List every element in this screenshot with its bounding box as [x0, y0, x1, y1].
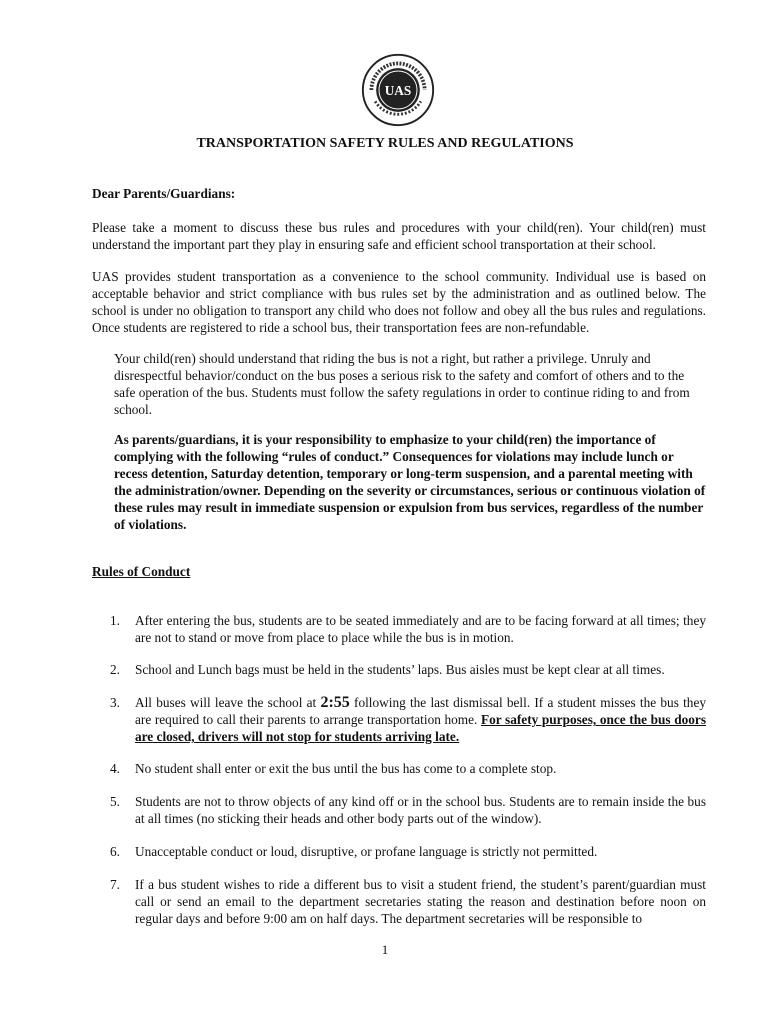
intro-paragraph: Please take a moment to discuss these bus rules and procedures with your child(ren). Your child(ren) must understand the important part they play in ensuring safe and efficient school transportation at their school. [92, 220, 706, 252]
rule-text: No student shall enter or exit the bus until the bus has come to a complete stop. [135, 761, 557, 776]
rule-text: All buses will leave the school at 2:55 following the last dismissal bell. If a student misses the bus they are required to call their parents to arrange transportation home. For safety purposes, once the bus doors are closed, drivers will not stop for students arriving late. [135, 694, 707, 744]
rule-number: 6. [110, 844, 120, 859]
rules-heading: Rules of Conduct [92, 564, 191, 579]
svg-text:UAS: UAS [384, 82, 412, 98]
privilege-paragraph: Your child(ren) should understand that riding the bus is not a right, but rather a privilege. Unruly and disrespectful behavior/conduct on the bus poses a serious risk to the safety and comfort of others and to the safe operation of the bus. Students must follow the safety regulations in order to continue riding to and from school. [114, 351, 690, 417]
rule-number: 4. [110, 761, 120, 776]
rule-number: 7. [110, 877, 120, 892]
policy-paragraph: UAS provides student transportation as a convenience to the school community. Individual use is based on acceptable behavior and strict compliance with bus rules set by the administration and as outlined below. The school is under no obligation to transport any child who does not follow and obey all the bus rules and regulations. Once students are registered to ride a school bus, their transportation fees are non-refundable. [92, 269, 706, 335]
rule-number: 3. [110, 695, 120, 710]
rule-text: If a bus student wishes to ride a different bus to visit a student friend, the student’s parent/guardian must call or send an email to the department secretaries stating the reason and destination before noon on regular days and before 9:00 am on half days. The department secretaries will be responsible to [135, 877, 706, 926]
rule-number: 1. [110, 613, 120, 628]
page-title: TRANSPORTATION SAFETY RULES AND REGULATIONS [196, 136, 574, 151]
rule-text: After entering the bus, students are to be seated immediately and are to be facing forward at all times; they are not to stand or move from place to place while the bus is in motion. [135, 613, 706, 645]
salutation: Dear Parents/Guardians: [92, 186, 236, 201]
rule-number: 5. [110, 794, 120, 809]
rule-text: Students are not to throw objects of any kind off or in the school bus. Students are to remain inside the bus at all times (no sticking their heads and other body parts out of the window). [135, 794, 706, 826]
rule-text: Unacceptable conduct or loud, disruptive, or profane language is strictly not permitted. [135, 844, 598, 859]
late-arrival-warning: For safety purposes, once the bus doors are closed, drivers will not stop for students arriving late. [135, 712, 706, 744]
page-number: 1 [381, 942, 389, 957]
rule-number: 2. [110, 662, 120, 677]
school-seal-logo [360, 52, 436, 128]
rule-text: School and Lunch bags must be held in the students’ laps. Bus aisles must be kept clear at all times. [135, 662, 665, 677]
responsibility-paragraph: As parents/guardians, it is your responsibility to emphasize to your child(ren) the importance of complying with the following “rules of conduct.” Consequences for violations may include lunch or recess detention, Saturday detention, temporary or long-term suspension, and a parental meeting with the administration/owner. Depending on the severity or circumstances, serious or continuous violation of these rules may result in immediate suspension or expulsion from bus services, regardless of the number of violations. [114, 432, 706, 532]
departure-time: 2:55 [320, 694, 350, 711]
